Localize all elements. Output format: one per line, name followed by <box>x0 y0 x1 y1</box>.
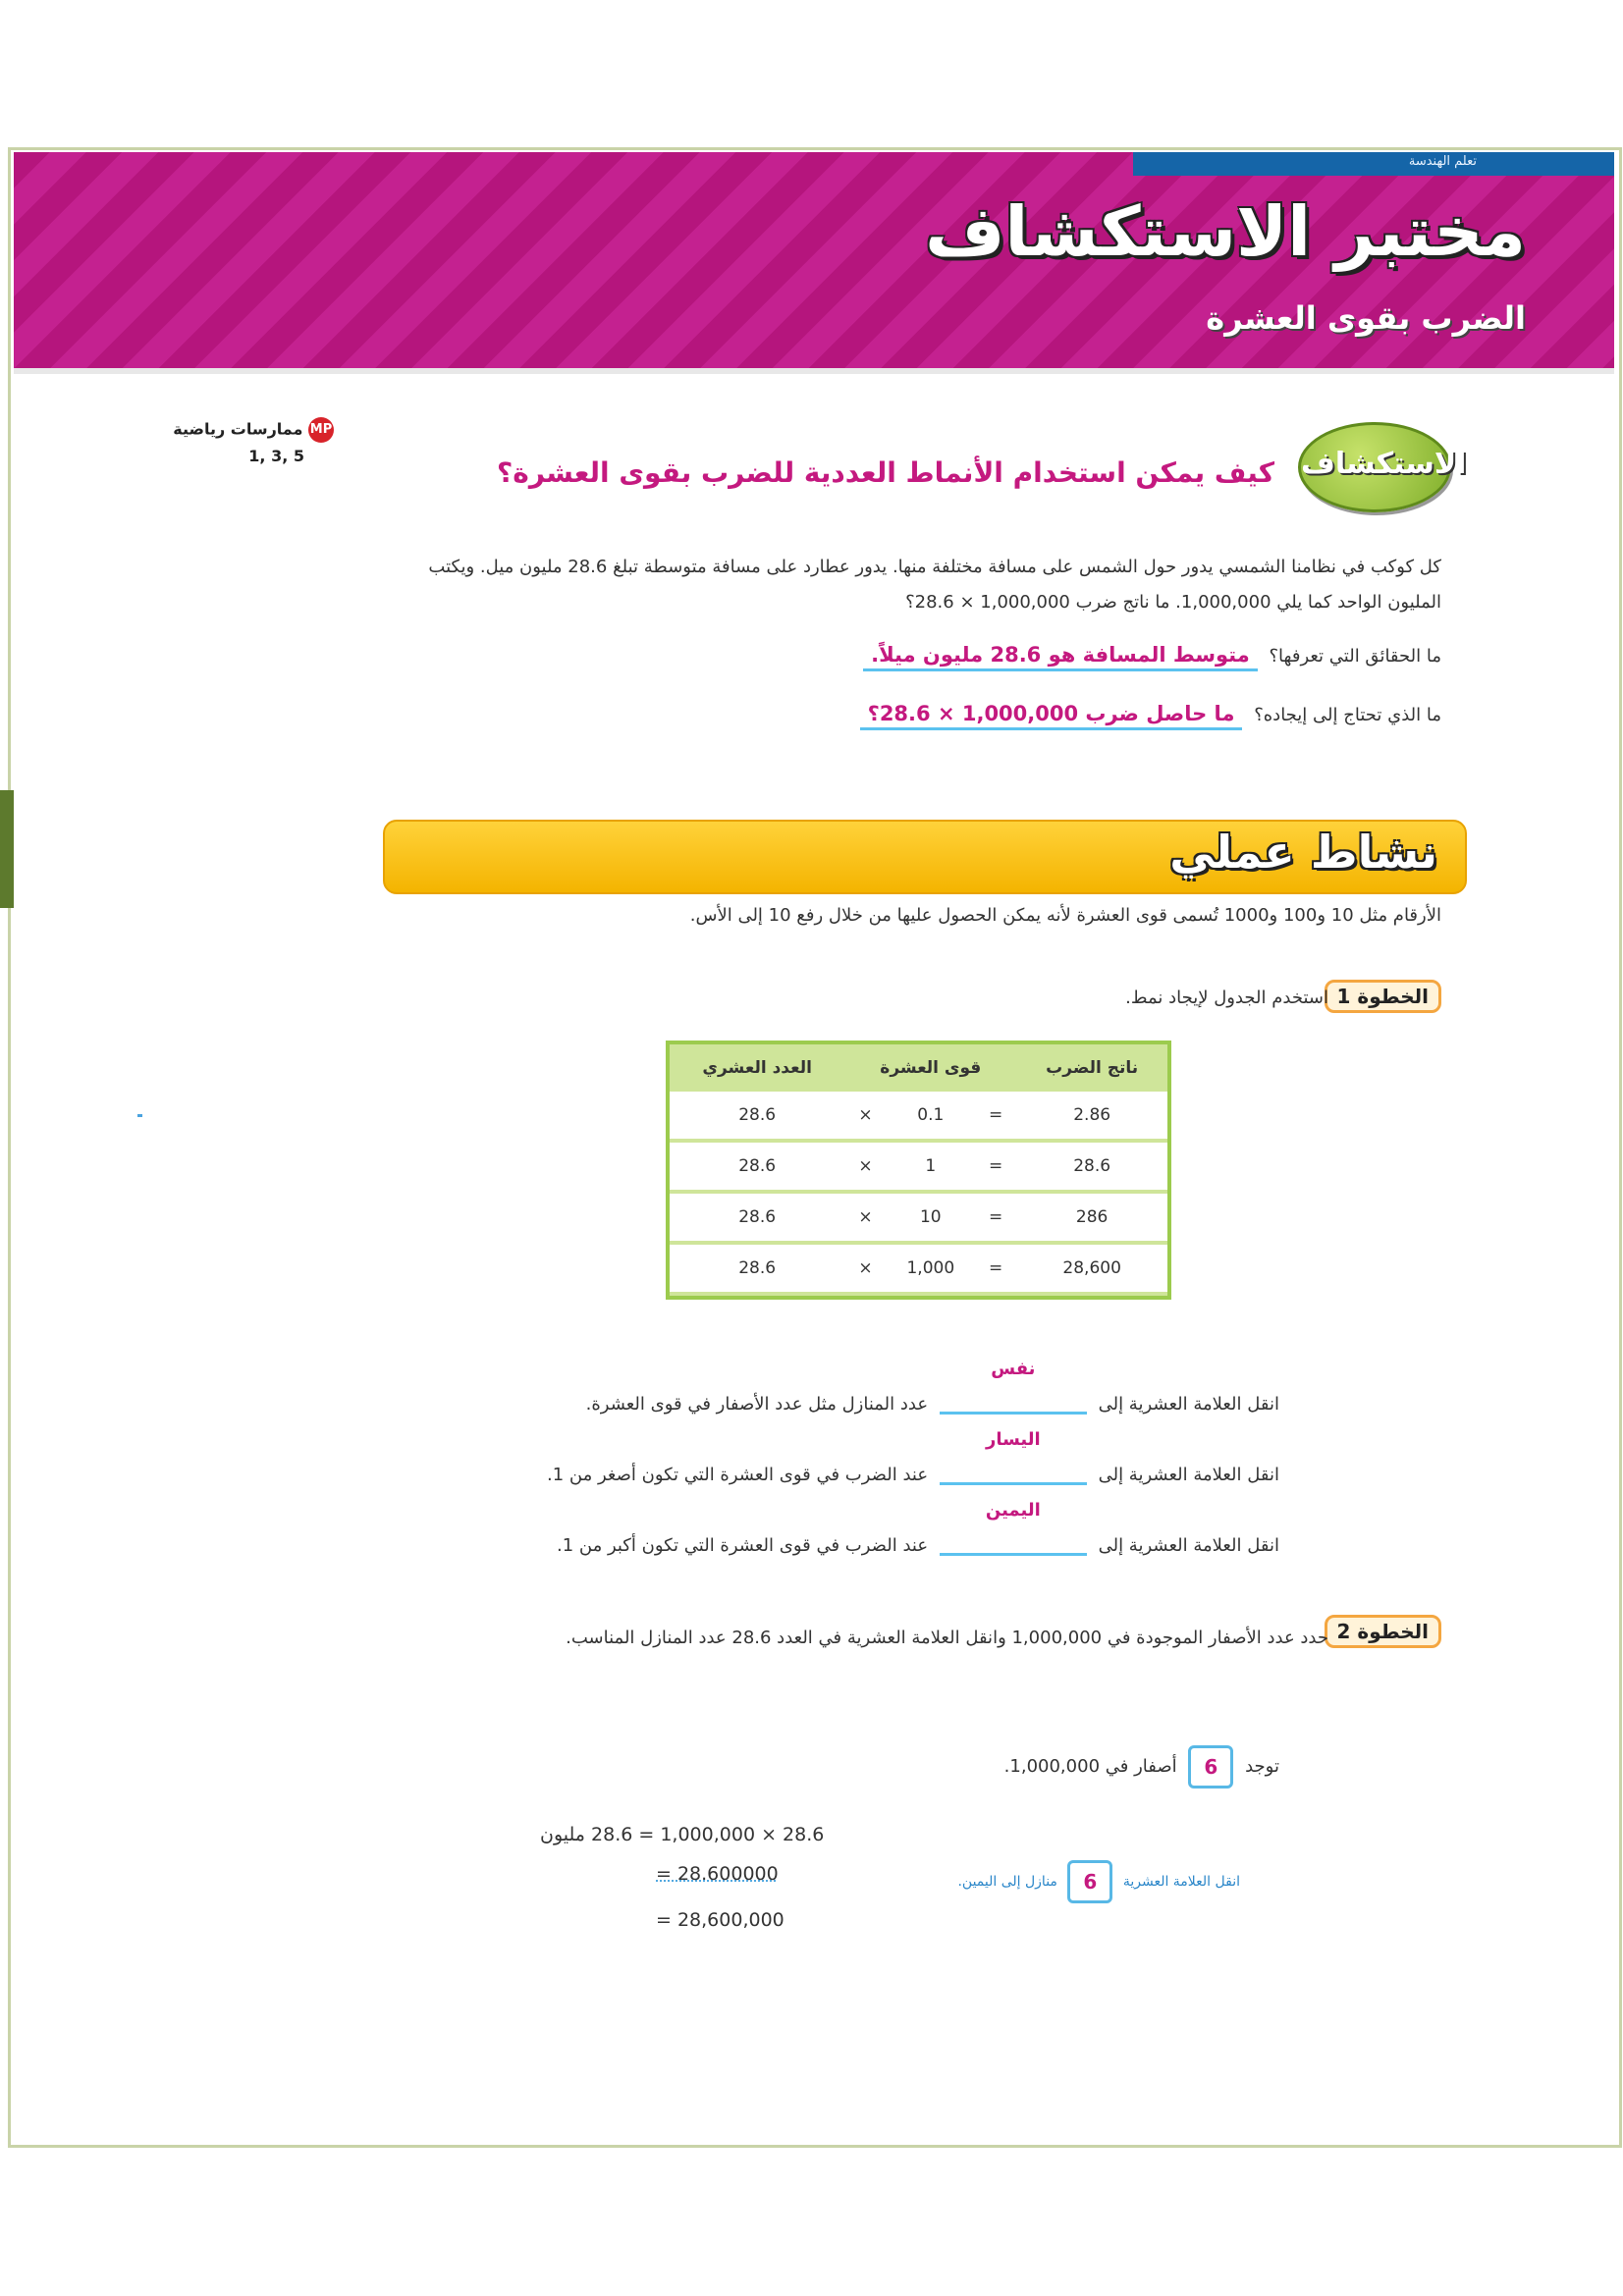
cell-decimal: 28.6 <box>670 1245 844 1292</box>
fill-blank <box>940 1500 1087 1556</box>
table-row <box>670 1245 1167 1292</box>
header-topbar <box>1133 152 1614 176</box>
step2-label: الخطوة 2 <box>1325 1615 1442 1648</box>
fill-post: عدد المنازل مثل عدد الأصفار في قوى العشرة. <box>585 1394 929 1415</box>
fill-blank <box>940 1429 1087 1485</box>
zeros-post: أصفار في 1,000,000. <box>1003 1756 1177 1777</box>
work-line-3: = 28,600,000 <box>656 1909 784 1931</box>
fill-pre: انقل العلامة العشرية إلى <box>1098 1394 1279 1415</box>
facts-prompt: ما الحقائق التي تعرفها؟ <box>1269 646 1441 667</box>
fill-line-1 <box>585 1359 1279 1415</box>
fill-post: عند الضرب في قوى العشرة التي تكون أكبر من 1. <box>556 1535 929 1556</box>
cell-equals: = <box>975 1194 1016 1241</box>
cell-times: × <box>844 1245 886 1292</box>
zeros-count: 6 <box>1188 1745 1233 1789</box>
practices-numbers: 1, 3, 5 <box>248 447 304 465</box>
cell-decimal: 28.6 <box>670 1092 844 1139</box>
zeros-pre: توجد <box>1245 1756 1279 1777</box>
zeros-line <box>1004 1745 1279 1789</box>
math-practices <box>147 417 334 465</box>
cell-product: 28.6 <box>1016 1143 1167 1190</box>
header-decimal: العدد العشري <box>670 1048 844 1088</box>
activity-intro: الأرقام مثل 10 و100 و1000 تُسمى قوى العشرة لأنه يمكن الحصول عليها من خلال رفع 10 إلى الأس. <box>689 905 1441 926</box>
cell-power: 1 <box>887 1143 975 1190</box>
essential-question: كيف يمكن استخدام الأنماط العددية للضرب بقوى العشرة؟ <box>497 456 1274 489</box>
header-powers: قوى العشرة <box>844 1048 1016 1088</box>
intro-paragraph: كل كوكب في نظامنا الشمسي يدور حول الشمس على مسافة مختلفة منها. يدور عطارد على مسافة متوسطة تبلغ 28.6 مليون ميل. ويكتب المليون الواحد كما يلي 1,000,000. ما ناتج ضرب 1,000,000 × 28.6؟ <box>428 557 1441 613</box>
header-product: ناتج الضرب <box>1016 1048 1167 1088</box>
step2-text: حدد عدد الأصفار الموجودة في 1,000,000 وانقل العلامة العشرية في العدد 28.6 عدد المنازل المناسب. <box>566 1628 1328 1648</box>
cell-equals: = <box>975 1092 1016 1139</box>
step1-text: استخدم الجدول لإيجاد نمط. <box>1125 988 1328 1008</box>
cell-product: 28,600 <box>1016 1245 1167 1292</box>
work-line-1: 28.6 × 1,000,000 = 28.6 مليون <box>540 1824 825 1845</box>
fill-line-2 <box>547 1429 1279 1485</box>
fill-pre: انقل العلامة العشرية إلى <box>1098 1465 1279 1485</box>
activity-title: نشاط عملي <box>1169 826 1437 879</box>
cell-product: 286 <box>1016 1194 1167 1241</box>
step1-label: الخطوة 1 <box>1325 980 1442 1013</box>
table-row <box>670 1092 1167 1139</box>
find-answer: ما حاصل ضرب 1,000,000 × 28.6؟ <box>860 702 1243 730</box>
find-prompt: ما الذي تحتاج إلى إيجاده؟ <box>1254 705 1441 725</box>
facts-question <box>863 643 1441 671</box>
find-question <box>860 702 1441 730</box>
work-line-2 <box>656 1863 779 1885</box>
cell-product: 2.86 <box>1016 1092 1167 1139</box>
fill-answer: اليسار <box>985 1429 1041 1450</box>
fill-line-3 <box>556 1500 1279 1556</box>
header-banner <box>14 152 1614 374</box>
cell-power: 0.1 <box>887 1092 975 1139</box>
note-count: 6 <box>1067 1860 1112 1903</box>
note-pre: انقل العلامة العشرية <box>1122 1874 1240 1890</box>
cell-decimal: 28.6 <box>670 1194 844 1241</box>
header-topbar-label: تعلم الهندسة <box>1408 154 1477 169</box>
fill-post: عند الضرب في قوى العشرة التي تكون أصغر من 1. <box>547 1465 929 1485</box>
note-post: منازل إلى اليمين. <box>957 1874 1057 1890</box>
fill-pre: انقل العلامة العشرية إلى <box>1098 1535 1279 1556</box>
stray-mark <box>137 1114 142 1117</box>
cell-power: 1,000 <box>887 1245 975 1292</box>
cell-equals: = <box>975 1143 1016 1190</box>
decimal-move-note <box>957 1860 1240 1903</box>
chapter-tab <box>0 790 14 908</box>
table-row <box>670 1143 1167 1190</box>
facts-answer: متوسط المسافة هو 28.6 مليون ميلاً. <box>863 643 1258 671</box>
cell-power: 10 <box>887 1194 975 1241</box>
cell-times: × <box>844 1092 886 1139</box>
cell-times: × <box>844 1143 886 1190</box>
page-subtitle: الضرب بقوى العشرة <box>1206 299 1526 337</box>
fill-blank <box>940 1359 1087 1415</box>
explore-badge: الاستكشاف <box>1298 422 1451 512</box>
page-title: مختبر الاستكشاف <box>925 191 1526 272</box>
table-row <box>670 1194 1167 1241</box>
cell-decimal: 28.6 <box>670 1143 844 1190</box>
cell-equals: = <box>975 1245 1016 1292</box>
cell-times: × <box>844 1194 886 1241</box>
fill-answer: اليمين <box>985 1500 1041 1521</box>
practices-icon: MP <box>308 417 334 443</box>
fill-answer: نفس <box>991 1359 1036 1379</box>
powers-table <box>666 1041 1171 1300</box>
work-line-2-text: = 28.600000 <box>656 1863 779 1885</box>
activity-banner <box>383 820 1467 894</box>
practices-label: ممارسات رياضية <box>173 419 303 439</box>
